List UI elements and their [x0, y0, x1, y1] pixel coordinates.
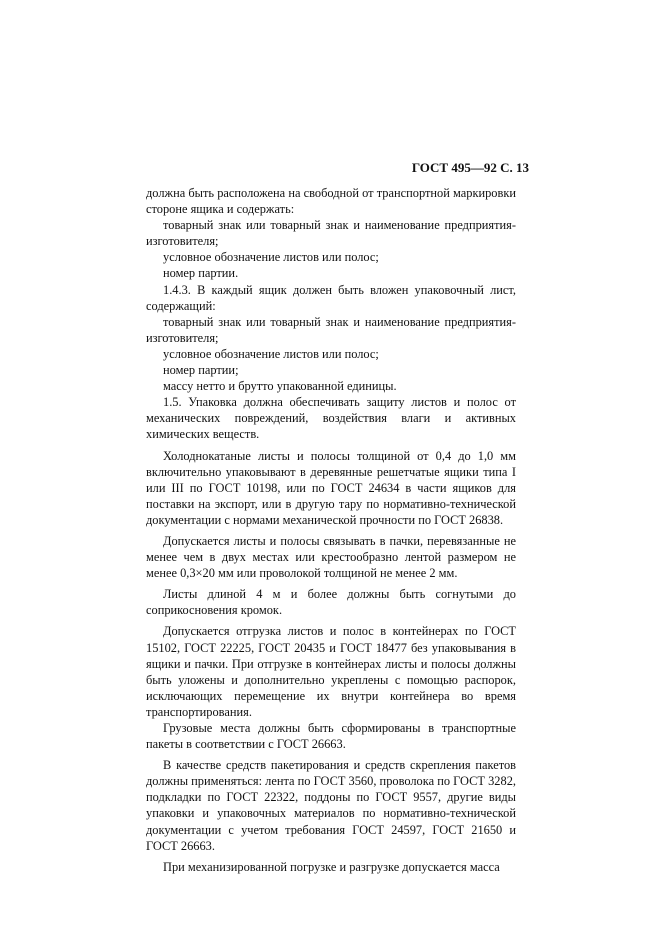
paragraph: товарный знак или товарный знак и наименование предприятия-изготовителя;	[146, 218, 516, 249]
paragraph: Допускается листы и полосы связывать в пачки, перевязанные не менее чем в двух местах или крестообразно лентой размером не менее 0,3×20 мм или проволокой толщиной не менее 2 мм.	[146, 533, 516, 581]
paragraph: 1.4.3. В каждый ящик должен быть вложен упаковочный лист, содержащий:	[146, 282, 516, 313]
document-body	[146, 185, 516, 875]
paragraph: условное обозначение листов или полос;	[163, 250, 379, 265]
paragraph: условное обозначение листов или полос;	[163, 346, 379, 361]
paragraph: 1.5. Упаковка должна обеспечивать защиту листов и полос от механических повреждений, воздействия влаги и активных химических веществ.	[146, 395, 516, 442]
paragraph: номер партии.	[163, 266, 239, 281]
paragraph: При механизированной погрузке и разгрузке допускается масса	[163, 859, 500, 874]
paragraph: массу нетто и брутто упакованной единицы.	[163, 379, 397, 394]
paragraph: Допускается отгрузка листов и полос в контейнерах по ГОСТ 15102, ГОСТ 22225, ГОСТ 20435 и ГОСТ 18477 без упаковывания в ящики и пачки. При отгрузке в контейнерах листы и полосы должны быть уложены и дополнительно укреплены с помощью распорок, исключающих перемещение их внутри контейнера во время транспортирования.	[146, 624, 516, 719]
page-header: ГОСТ 495—92 С. 13	[411, 160, 529, 175]
paragraph: В качестве средств пакетирования и средств скрепления пакетов должны применяться: лента по ГОСТ 3560, проволока по ГОСТ 3282, подкладки по ГОСТ 22322, поддоны по ГОСТ 9557, другие виды упаковки и упаковочных материалов по нормативно-технической документации с учетом требования ГОСТ 24597, ГОСТ 21650 и ГОСТ 26663.	[146, 758, 516, 853]
paragraph: Листы длиной 4 м и более должны быть согнутыми до соприкосновения кромок.	[146, 587, 516, 618]
paragraph: должна быть расположена на свободной от транспортной маркировки стороне ящика и содержать:	[146, 186, 516, 217]
paragraph: номер партии;	[163, 363, 239, 378]
paragraph: Грузовые места должны быть сформированы в транспортные пакеты в соответствии с ГОСТ 26663.	[146, 721, 516, 752]
paragraph: товарный знак или товарный знак и наименование предприятия-изготовителя;	[146, 314, 516, 345]
paragraph: Холоднокатаные листы и полосы толщиной от 0,4 до 1,0 мм включительно упаковывают в деревянные решетчатые ящики типа I или III по ГОСТ 10198, или по ГОСТ 24634 в части ящиков для поставки на экспорт, или в другую тару по нормативно-технической документации с нормами механической прочности по ГОСТ 26838.	[146, 448, 516, 527]
